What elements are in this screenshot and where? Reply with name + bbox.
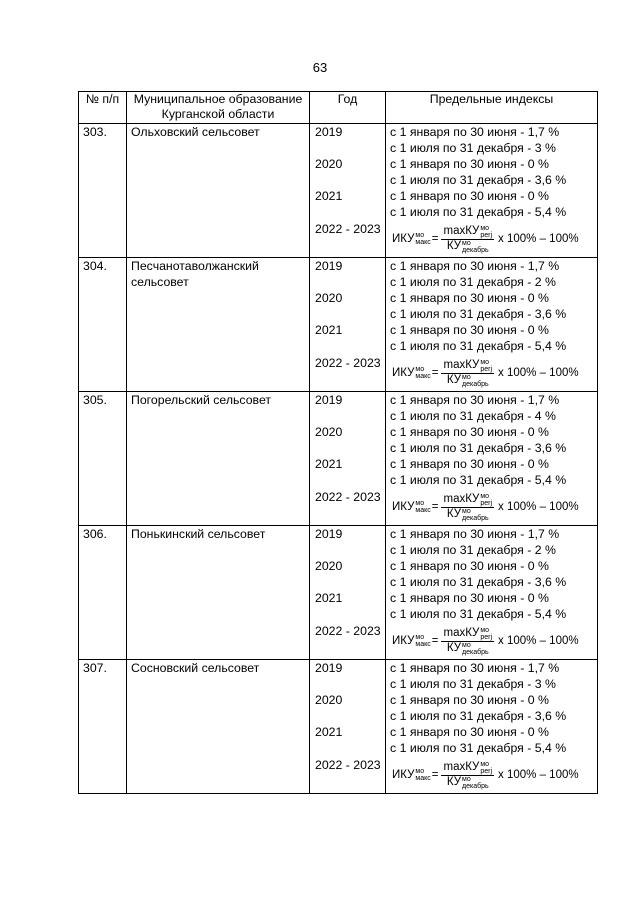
formula-den-sup: мо <box>462 507 471 515</box>
formula-num-sub: perj <box>480 365 493 373</box>
formula-eq: = <box>431 367 439 379</box>
formula-den-main: КУ <box>446 776 461 788</box>
formula-lhs-sup: мо <box>415 634 425 641</box>
index-line: с 1 июля по 31 декабря - 5,4 % <box>390 339 567 353</box>
index-line: с 1 июля по 31 декабря - 3,6 % <box>390 441 567 455</box>
index-line: с 1 января по 30 июня - 1,7 % <box>390 393 560 407</box>
index-line: с 1 июля по 31 декабря - 4 % <box>390 409 556 423</box>
formula-num-main: maxКУ <box>443 493 480 505</box>
formula-lhs-sup: мо <box>415 366 425 373</box>
formula-num-sub: perj <box>480 499 493 507</box>
row-number: 307. <box>79 660 127 794</box>
table-row <box>79 526 598 660</box>
formula-tail: x 100% – 100% <box>498 233 579 245</box>
index-line: с 1 июля по 31 декабря - 3 % <box>390 677 556 691</box>
index-line: с 1 января по 30 июня - 0 % <box>390 291 549 305</box>
formula-eq: = <box>431 501 439 513</box>
index-line: с 1 января по 30 июня - 0 % <box>390 425 549 439</box>
formula-eq: = <box>431 233 439 245</box>
header-year: Год <box>310 92 386 124</box>
formula-lhs: ИКУ <box>392 769 415 781</box>
indices-cell <box>386 124 598 258</box>
index-line: с 1 июля по 31 декабря - 5,4 % <box>390 741 567 755</box>
formula-den-sup: мо <box>462 641 471 649</box>
index-formula <box>390 756 597 793</box>
municipality-name: Песчанотаволжанский сельсовет <box>127 258 310 392</box>
formula-tail: x 100% – 100% <box>498 501 579 513</box>
formula-lhs-sub: макс <box>415 775 431 782</box>
formula-num-main: maxКУ <box>443 359 480 371</box>
table-row <box>79 258 598 392</box>
formula-den-main: КУ <box>446 508 461 520</box>
formula-den-main: КУ <box>446 374 461 386</box>
row-number: 303. <box>79 124 127 258</box>
formula-eq: = <box>431 769 439 781</box>
index-formula <box>390 488 597 525</box>
header-indices: Предельные индексы <box>386 92 598 124</box>
year-value: 2022 - 2023 <box>315 490 381 504</box>
index-line: с 1 января по 30 июня - 0 % <box>390 725 549 739</box>
formula-den-sub: декабрь <box>462 782 489 790</box>
formula-lhs-sup: мо <box>415 500 425 507</box>
year-cell <box>310 526 386 660</box>
index-line: с 1 января по 30 июня - 0 % <box>390 323 549 337</box>
formula-lhs-sub: макс <box>415 641 431 648</box>
formula-den-sub: декабрь <box>462 246 489 254</box>
index-line: с 1 января по 30 июня - 0 % <box>390 189 549 203</box>
row-number: 304. <box>79 258 127 392</box>
year-value: 2020 <box>315 291 343 305</box>
index-line: с 1 января по 30 июня - 0 % <box>390 457 549 471</box>
page-number: 63 <box>312 60 328 75</box>
year-cell <box>310 258 386 392</box>
formula-num-sub: perj <box>480 231 493 239</box>
header-num: № п/п <box>79 92 127 124</box>
index-formula <box>390 220 597 257</box>
formula-lhs-sup: мо <box>415 768 425 775</box>
year-value: 2019 <box>315 125 343 139</box>
index-formula <box>390 354 597 391</box>
formula-num-sub: perj <box>480 767 493 775</box>
formula-num-sup: мо <box>480 492 490 500</box>
formula-lhs: ИКУ <box>392 635 415 647</box>
indices-cell <box>386 526 598 660</box>
index-line: с 1 июля по 31 декабря - 3,6 % <box>390 307 567 321</box>
year-value: 2019 <box>315 393 343 407</box>
formula-num-main: maxКУ <box>443 627 480 639</box>
formula-lhs: ИКУ <box>392 233 415 245</box>
formula-tail: x 100% – 100% <box>498 769 579 781</box>
year-cell <box>310 392 386 526</box>
index-line: с 1 января по 30 июня - 1,7 % <box>390 661 560 675</box>
index-line: с 1 июля по 31 декабря - 5,4 % <box>390 205 567 219</box>
formula-tail: x 100% – 100% <box>498 367 579 379</box>
formula-den-sup: мо <box>462 239 471 247</box>
indices-cell <box>386 660 598 794</box>
municipality-name: Погорельский сельсовет <box>127 392 310 526</box>
formula-den-sub: декабрь <box>462 380 489 388</box>
table-row <box>79 392 598 526</box>
municipality-name: Сосновский сельсовет <box>127 660 310 794</box>
row-number: 306. <box>79 526 127 660</box>
year-value: 2021 <box>315 189 343 203</box>
indices-cell <box>386 392 598 526</box>
formula-fraction <box>441 761 494 790</box>
year-cell <box>310 124 386 258</box>
year-value: 2022 - 2023 <box>315 758 381 772</box>
index-line: с 1 июля по 31 декабря - 2 % <box>390 275 556 289</box>
index-line: с 1 июля по 31 декабря - 5,4 % <box>390 473 567 487</box>
formula-tail: x 100% – 100% <box>498 635 579 647</box>
index-line: с 1 января по 30 июня - 1,7 % <box>390 125 560 139</box>
index-line: с 1 января по 30 июня - 0 % <box>390 693 549 707</box>
formula-num-sup: мо <box>480 358 490 366</box>
formula-lhs-sup: мо <box>415 232 425 239</box>
year-value: 2021 <box>315 457 343 471</box>
formula-num-main: maxКУ <box>443 225 480 237</box>
formula-den-main: КУ <box>446 240 461 252</box>
indices-table <box>78 91 598 794</box>
year-value: 2020 <box>315 425 343 439</box>
year-value: 2020 <box>315 693 343 707</box>
year-value: 2019 <box>315 527 343 541</box>
formula-lhs: ИКУ <box>392 367 415 379</box>
formula-lhs-sub: макс <box>415 373 431 380</box>
table-row <box>79 124 598 258</box>
index-line: с 1 января по 30 июня - 0 % <box>390 559 549 573</box>
year-cell <box>310 660 386 794</box>
formula-num-sup: мо <box>480 760 490 768</box>
year-value: 2021 <box>315 591 343 605</box>
index-line: с 1 июля по 31 декабря - 3,6 % <box>390 173 567 187</box>
formula-fraction <box>441 225 494 254</box>
formula-fraction <box>441 493 494 522</box>
year-value: 2021 <box>315 725 343 739</box>
year-value: 2021 <box>315 323 343 337</box>
table-header-row <box>79 92 598 124</box>
year-value: 2022 - 2023 <box>315 356 381 370</box>
indices-cell <box>386 258 598 392</box>
formula-lhs-sub: макс <box>415 507 431 514</box>
formula-den-sup: мо <box>462 775 471 783</box>
formula-den-sub: декабрь <box>462 648 489 656</box>
index-line: с 1 июля по 31 декабря - 3 % <box>390 141 556 155</box>
year-value: 2019 <box>315 661 343 675</box>
formula-num-sub: perj <box>480 633 493 641</box>
formula-num-main: maxКУ <box>443 761 480 773</box>
formula-lhs-sub: макс <box>415 239 431 246</box>
year-value: 2020 <box>315 157 343 171</box>
formula-eq: = <box>431 635 439 647</box>
formula-num-sup: мо <box>480 224 490 232</box>
formula-den-main: КУ <box>446 642 461 654</box>
year-value: 2020 <box>315 559 343 573</box>
index-line: с 1 июля по 31 декабря - 2 % <box>390 543 556 557</box>
year-value: 2019 <box>315 259 343 273</box>
row-number: 305. <box>79 392 127 526</box>
header-municipality: Муниципальное образование Курганской области <box>127 92 310 124</box>
index-formula <box>390 622 597 659</box>
index-line: с 1 июля по 31 декабря - 3,6 % <box>390 709 567 723</box>
formula-num-sup: мо <box>480 626 490 634</box>
year-value: 2022 - 2023 <box>315 222 381 236</box>
index-line: с 1 июля по 31 декабря - 5,4 % <box>390 607 567 621</box>
formula-den-sub: декабрь <box>462 514 489 522</box>
index-line: с 1 июля по 31 декабря - 3,6 % <box>390 575 567 589</box>
index-line: с 1 января по 30 июня - 1,7 % <box>390 527 560 541</box>
municipality-name: Понькинский сельсовет <box>127 526 310 660</box>
formula-lhs: ИКУ <box>392 501 415 513</box>
index-line: с 1 января по 30 июня - 0 % <box>390 157 549 171</box>
formula-fraction <box>441 627 494 656</box>
formula-fraction <box>441 359 494 388</box>
table-row <box>79 660 598 794</box>
municipality-name: Ольховский сельсовет <box>127 124 310 258</box>
year-value: 2022 - 2023 <box>315 624 381 638</box>
index-line: с 1 января по 30 июня - 0 % <box>390 591 549 605</box>
index-line: с 1 января по 30 июня - 1,7 % <box>390 259 560 273</box>
formula-den-sup: мо <box>462 373 471 381</box>
